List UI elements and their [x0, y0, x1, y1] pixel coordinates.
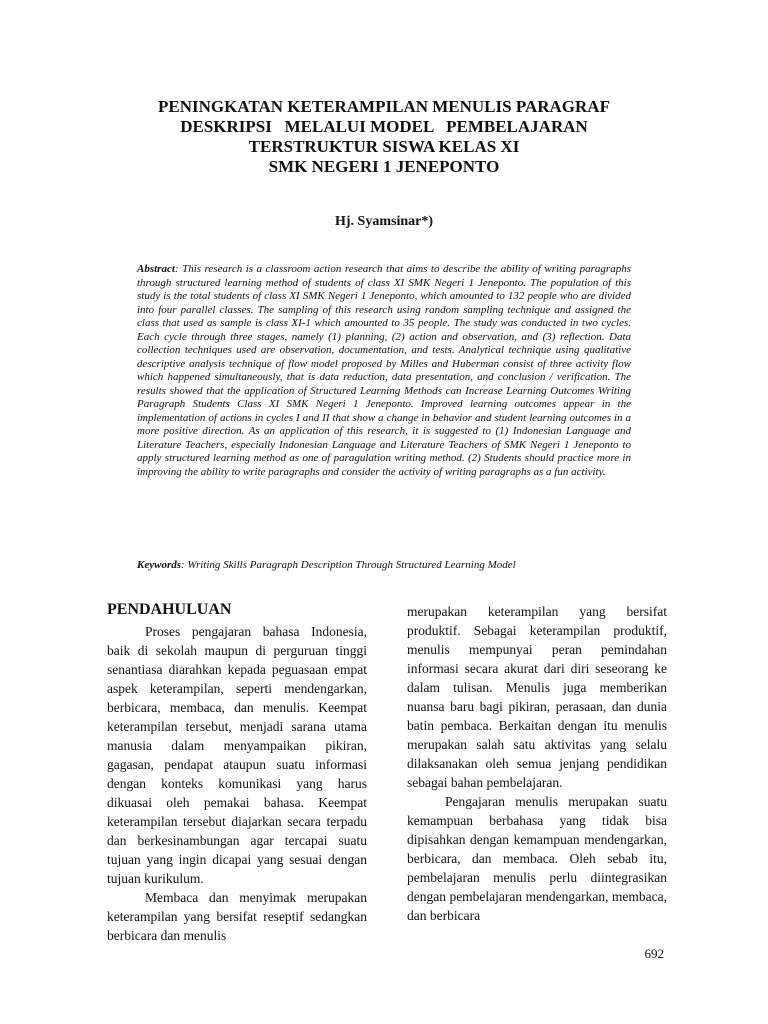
title-line-4: SMK NEGERI 1 JENEPONTO	[268, 157, 500, 176]
body-paragraph: Membaca dan menyimak merupakan keterampilan yang bersifat reseptif sedangkan berbicara dan menulis	[107, 890, 367, 943]
body-paragraph: merupakan keterampilan yang bersifat produktif. Sebagai keterampilan produktif, menulis mempunyai peran pemindahan informasi secara akurat dari diri seseorang ke dalam tulisan. Menulis juga memberikan nuansa baru bagi pikiran, perasaan, dan dunia batin pembaca. Berkaitan dengan itu menulis merupakan salah satu aktivitas yang selalu dilaksanakan oleh semua jenjang pendidikan sebagai bahan pembelajaran.	[407, 604, 667, 790]
keywords-label: Keywords	[137, 559, 181, 571]
body-paragraph: Pengajaran menulis merupakan suatu kemampuan berbahasa yang tidak bisa dipisahkan dengan kemampuan mendengarkan, berbicara, dan membaca. Oleh sebab itu, pembelajaran menulis perlu diintegrasikan dengan pembelajaran mendengarkan, membaca, dan berbicara	[407, 794, 667, 923]
title-line-3: TERSTRUKTUR SISWA KELAS XI	[248, 137, 520, 156]
left-column	[107, 600, 367, 945]
title-line-1: PENINGKATAN KETERAMPILAN MENULIS PARAGRAF	[158, 97, 610, 116]
paper-title	[100, 97, 668, 177]
right-column	[407, 602, 667, 925]
title-line-2: DESKRIPSI MELALUI MODEL PEMBELAJARAN	[180, 117, 588, 136]
body-paragraph: Proses pengajaran bahasa Indonesia, baik di sekolah maupun di perguruan tinggi senantiasa diarahkan kepada peguasaan empat aspek keterampilan, seperti mendengarkan, berbicara, membaca, dan menulis. Keempat keterampilan tersebut, menjadi sarana utama manusia dalam menyampaikan pikiran, gagasan, pendapat ataupun suatu informasi dengan konteks komunikasi yang harus dikuasai oleh pemakai bahasa. Keempat keterampilan tersebut diajarkan secara terpadu dan berkesinambungan agar tercapai suatu tujuan yang ingin dicapai yang sesuai dengan tujuan kurikulum.	[107, 624, 367, 886]
abstract	[137, 263, 631, 479]
keywords	[137, 558, 631, 572]
abstract-label: Abstract	[137, 263, 175, 275]
section-heading: PENDAHULUAN	[107, 601, 232, 618]
author-name: Hj. Syamsinar*)	[335, 214, 433, 229]
keywords-text: : Writing Skills Paragraph Description Through Structured Learning Model	[181, 559, 516, 571]
abstract-text: : This research is a classroom action research that aims to describe the ability of writing paragraphs through structured learning method of students of class XI SMK Negeri 1 Jeneponto. The population of this study is the total students of class XI SMK Negeri 1 Jeneponto, which amounted to 132 people who are divided into four parallel classes. The sampling of this research using random sampling technique and assigned the class that used as sample is class XI-1 which amounted to 35 people. The study was conducted in two cycles. Each cycle through three stages, namely (1) planning, (2) action and observation, and (3) reflection. Data collection techniques used are observation, documentation, and tests. Analytical technique using qualitative descriptive analysis technique of flow model proposed by Milles and Huberman consist of three activity flow which happened simultaneously, that is data reduction, data presentation, and conclusion / verification. The results showed that the application of Structured Learning Methods can Increase Learning Outcomes Writing Paragraph Students Class XI SMK Negeri 1 Jeneponto. Improved learning outcomes appear in the implementation of actions in cycles I and II that show a change in behavior and student learning outcomes in a more positive direction. As an application of this research, it is suggested to (1) Indonesian Language and Literature Teachers, especially Indonesian Language and Literature Teachers of SMK Negeri 1 Jeneponto to apply structured learning method as one of paragulation writing method. (2) Students should practice more in improving the ability to write paragraphs and consider the activity of writing paragraphs as a fun activity.	[137, 263, 631, 478]
page-number: 692	[644, 946, 664, 961]
